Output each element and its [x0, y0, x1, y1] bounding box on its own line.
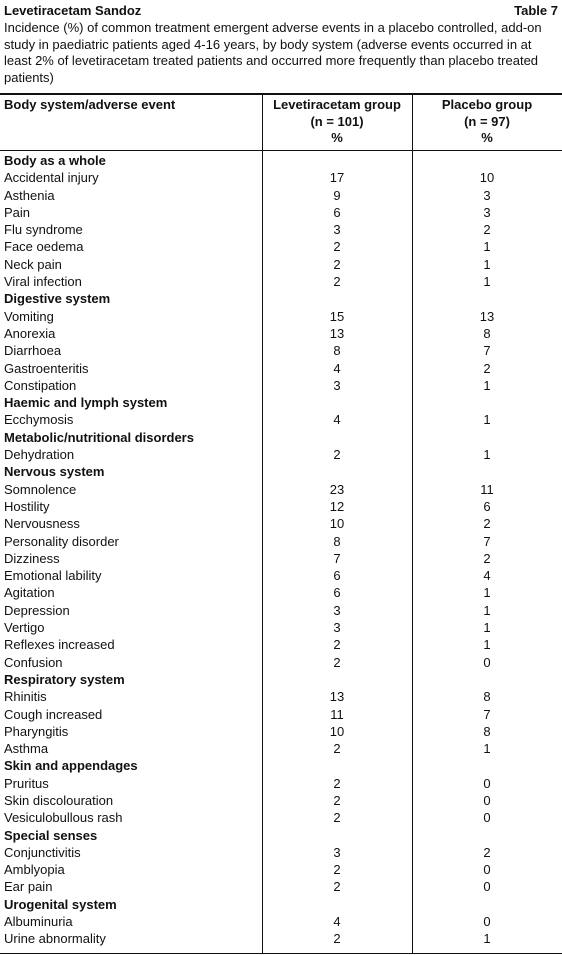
body-system-row [0, 290, 562, 307]
table-row [0, 342, 562, 359]
levetiracetam-value: 8 [333, 343, 341, 359]
body-system-label: Special senses [4, 827, 98, 843]
table-row [0, 221, 562, 238]
levetiracetam-value: 2 [333, 862, 341, 878]
table-row [0, 325, 562, 342]
table-row [0, 654, 562, 671]
table-row [0, 256, 562, 273]
levetiracetam-value: 3 [333, 602, 341, 618]
levetiracetam-value: 2 [333, 637, 341, 653]
table-row [0, 273, 562, 290]
body-system-row [0, 671, 562, 688]
table-row [0, 723, 562, 740]
adverse-event-label: Constipation [4, 377, 77, 393]
table-row [0, 740, 562, 757]
placebo-value: 7 [483, 343, 491, 359]
adverse-event-label: Face oedema [4, 239, 84, 255]
levetiracetam-value: 4 [333, 914, 341, 930]
column-header-levetiracetam [262, 97, 412, 147]
table-row [0, 706, 562, 723]
placebo-value: 1 [483, 412, 491, 428]
table-row [0, 584, 562, 601]
table-row [0, 619, 562, 636]
placebo-value: 8 [483, 723, 491, 739]
adverse-event-label: Accidental injury [4, 170, 99, 186]
adverse-event-label: Viral infection [4, 274, 82, 290]
placebo-value: 1 [483, 256, 491, 272]
table-bottom-rule [0, 953, 562, 954]
placebo-value: 0 [483, 810, 491, 826]
body-system-label: Skin and appendages [4, 758, 138, 774]
placebo-value: 0 [483, 914, 491, 930]
levetiracetam-value: 2 [333, 239, 341, 255]
placebo-value: 2 [483, 516, 491, 532]
table-row [0, 308, 562, 325]
levetiracetam-header-line-2: (n = 101) [310, 113, 364, 129]
body-system-row [0, 152, 562, 169]
adverse-event-label: Gastroenteritis [4, 360, 89, 376]
levetiracetam-header-line-1: Levetiracetam group [273, 97, 401, 112]
levetiracetam-value: 8 [333, 533, 341, 549]
placebo-value: 2 [483, 844, 491, 860]
adverse-event-label: Skin discolouration [4, 792, 114, 808]
drug-title: Levetiracetam Sandoz [4, 3, 142, 18]
table-caption: Incidence (%) of common treatment emergent adverse events in a placebo controlled, add-on study in paediatric patients aged 4-16 years, by body system (adverse events occurred in at least 2% of levetiracetam treated patients and occurred more frequently than placebo treated patients) [4, 20, 542, 85]
table-row [0, 238, 562, 255]
levetiracetam-value: 3 [333, 844, 341, 860]
table-row [0, 377, 562, 394]
placebo-value: 1 [483, 637, 491, 653]
levetiracetam-value: 7 [333, 550, 341, 566]
body-system-row [0, 429, 562, 446]
placebo-value: 4 [483, 568, 491, 584]
levetiracetam-header-line-3: % [331, 130, 343, 145]
adverse-event-label: Albuminuria [4, 914, 73, 930]
body-system-label: Haemic and lymph system [4, 395, 168, 411]
placebo-value: 1 [483, 447, 491, 463]
levetiracetam-value: 3 [333, 377, 341, 393]
table-row [0, 550, 562, 567]
placebo-value: 1 [483, 274, 491, 290]
table-row [0, 567, 562, 584]
table-row [0, 913, 562, 930]
placebo-value: 1 [483, 602, 491, 618]
placebo-value: 1 [483, 620, 491, 636]
placebo-value: 11 [480, 481, 494, 497]
placebo-value: 0 [483, 862, 491, 878]
placebo-value: 0 [483, 654, 491, 670]
table-row [0, 169, 562, 186]
adverse-event-label: Nervousness [4, 516, 80, 532]
placebo-value: 7 [483, 706, 491, 722]
body-system-label: Body as a whole [4, 153, 106, 168]
column-header-placebo [412, 97, 562, 147]
adverse-event-label: Confusion [4, 654, 63, 670]
adverse-event-label: Conjunctivitis [4, 844, 81, 860]
levetiracetam-value: 6 [333, 568, 341, 584]
placebo-value: 7 [483, 533, 491, 549]
header-bottom-rule [0, 150, 562, 151]
adverse-event-label: Vesiculobullous rash [4, 810, 123, 826]
placebo-value: 2 [483, 360, 491, 376]
levetiracetam-value: 3 [333, 222, 341, 238]
table-row [0, 204, 562, 221]
body-system-row [0, 394, 562, 411]
title-line [4, 4, 558, 18]
levetiracetam-value: 12 [329, 498, 345, 514]
table-row [0, 533, 562, 550]
levetiracetam-value: 11 [330, 706, 344, 722]
adverse-event-label: Anorexia [4, 325, 56, 341]
body-system-label: Respiratory system [4, 671, 125, 687]
levetiracetam-value: 13 [329, 325, 345, 341]
adverse-event-label: Emotional lability [4, 568, 102, 584]
levetiracetam-value: 17 [329, 170, 345, 186]
adverse-event-label: Personality disorder [4, 533, 119, 549]
placebo-value: 1 [483, 931, 491, 947]
header-top-rule [0, 93, 562, 95]
adverse-event-label: Asthma [4, 741, 49, 757]
placebo-value: 0 [483, 775, 491, 791]
table-row [0, 360, 562, 377]
levetiracetam-value: 23 [329, 481, 345, 497]
placebo-value: 2 [483, 550, 491, 566]
adverse-event-label: Asthenia [4, 187, 55, 203]
table-body [0, 152, 562, 948]
adverse-event-label: Vomiting [4, 308, 54, 324]
placebo-header-line-3: % [481, 130, 493, 145]
placebo-value: 3 [483, 204, 491, 220]
adverse-event-label: Dehydration [4, 447, 75, 463]
table-row [0, 481, 562, 498]
levetiracetam-value: 2 [333, 810, 341, 826]
levetiracetam-value: 6 [333, 585, 341, 601]
levetiracetam-value: 6 [333, 204, 341, 220]
table-row [0, 602, 562, 619]
levetiracetam-value: 2 [333, 741, 341, 757]
table-row [0, 809, 562, 826]
table-row [0, 930, 562, 947]
table-row [0, 688, 562, 705]
table-row [0, 187, 562, 204]
adverse-event-label: Hostility [4, 498, 50, 514]
body-system-row [0, 827, 562, 844]
levetiracetam-value: 2 [333, 274, 341, 290]
placebo-value: 6 [483, 498, 491, 514]
levetiracetam-value: 10 [329, 516, 345, 532]
levetiracetam-value: 15 [329, 308, 345, 324]
placebo-header-line-2: (n = 97) [464, 113, 510, 129]
levetiracetam-value: 9 [333, 187, 341, 203]
adverse-event-label: Cough increased [4, 706, 103, 722]
placebo-value: 13 [479, 308, 495, 324]
levetiracetam-value: 2 [333, 792, 341, 808]
body-system-row [0, 757, 562, 774]
adverse-event-label: Dizziness [4, 550, 60, 566]
placebo-header-line-1: Placebo group [441, 97, 533, 112]
levetiracetam-value: 4 [333, 360, 341, 376]
levetiracetam-value: 3 [333, 620, 341, 636]
body-system-row [0, 463, 562, 480]
adverse-event-label: Pharyngitis [4, 723, 69, 739]
levetiracetam-value: 2 [333, 256, 341, 272]
body-system-label: Urogenital system [4, 896, 117, 912]
table-row [0, 775, 562, 792]
adverse-event-label: Vertigo [4, 620, 45, 636]
adverse-event-label: Amblyopia [4, 862, 65, 878]
levetiracetam-value: 13 [329, 689, 345, 705]
levetiracetam-value: 10 [329, 723, 345, 739]
table-row [0, 878, 562, 895]
column-header-event: Body system/adverse event [4, 97, 176, 112]
levetiracetam-value: 2 [333, 775, 341, 791]
placebo-value: 1 [483, 377, 491, 393]
adverse-event-label: Urine abnormality [4, 931, 106, 947]
adverse-event-label: Pruritus [4, 775, 49, 791]
placebo-value: 8 [483, 689, 491, 705]
adverse-event-label: Agitation [4, 585, 55, 601]
table-row [0, 844, 562, 861]
table-row [0, 515, 562, 532]
adverse-event-label: Diarrhoea [4, 343, 62, 359]
levetiracetam-value: 2 [333, 654, 341, 670]
adverse-event-label: Neck pain [4, 256, 62, 272]
body-system-label: Metabolic/nutritional disorders [4, 429, 194, 445]
adverse-event-label: Ecchymosis [4, 412, 74, 428]
table-number: Table 7 [514, 3, 558, 18]
placebo-value: 1 [483, 585, 491, 601]
table-row [0, 792, 562, 809]
body-system-label: Nervous system [4, 464, 105, 480]
levetiracetam-value: 2 [333, 931, 341, 947]
adverse-event-label: Reflexes increased [4, 637, 115, 653]
table-row [0, 498, 562, 515]
levetiracetam-value: 2 [333, 879, 341, 895]
adverse-event-label: Rhinitis [4, 689, 47, 705]
adverse-event-label: Flu syndrome [4, 222, 83, 238]
placebo-value: 1 [483, 741, 491, 757]
adverse-event-label: Depression [4, 602, 70, 618]
placebo-value: 0 [483, 792, 491, 808]
adverse-event-label: Ear pain [4, 879, 53, 895]
placebo-value: 3 [483, 187, 491, 203]
table-row [0, 446, 562, 463]
table-row [0, 636, 562, 653]
adverse-event-label: Somnolence [4, 481, 77, 497]
levetiracetam-value: 2 [333, 447, 341, 463]
levetiracetam-value: 4 [333, 412, 341, 428]
placebo-value: 1 [483, 239, 491, 255]
placebo-value: 10 [479, 170, 495, 186]
adverse-event-label: Pain [4, 204, 31, 220]
body-system-label: Digestive system [4, 291, 111, 307]
table-row [0, 411, 562, 428]
placebo-value: 2 [483, 222, 491, 238]
body-system-row [0, 896, 562, 913]
placebo-value: 8 [483, 325, 491, 341]
table-row [0, 861, 562, 878]
placebo-value: 0 [483, 879, 491, 895]
